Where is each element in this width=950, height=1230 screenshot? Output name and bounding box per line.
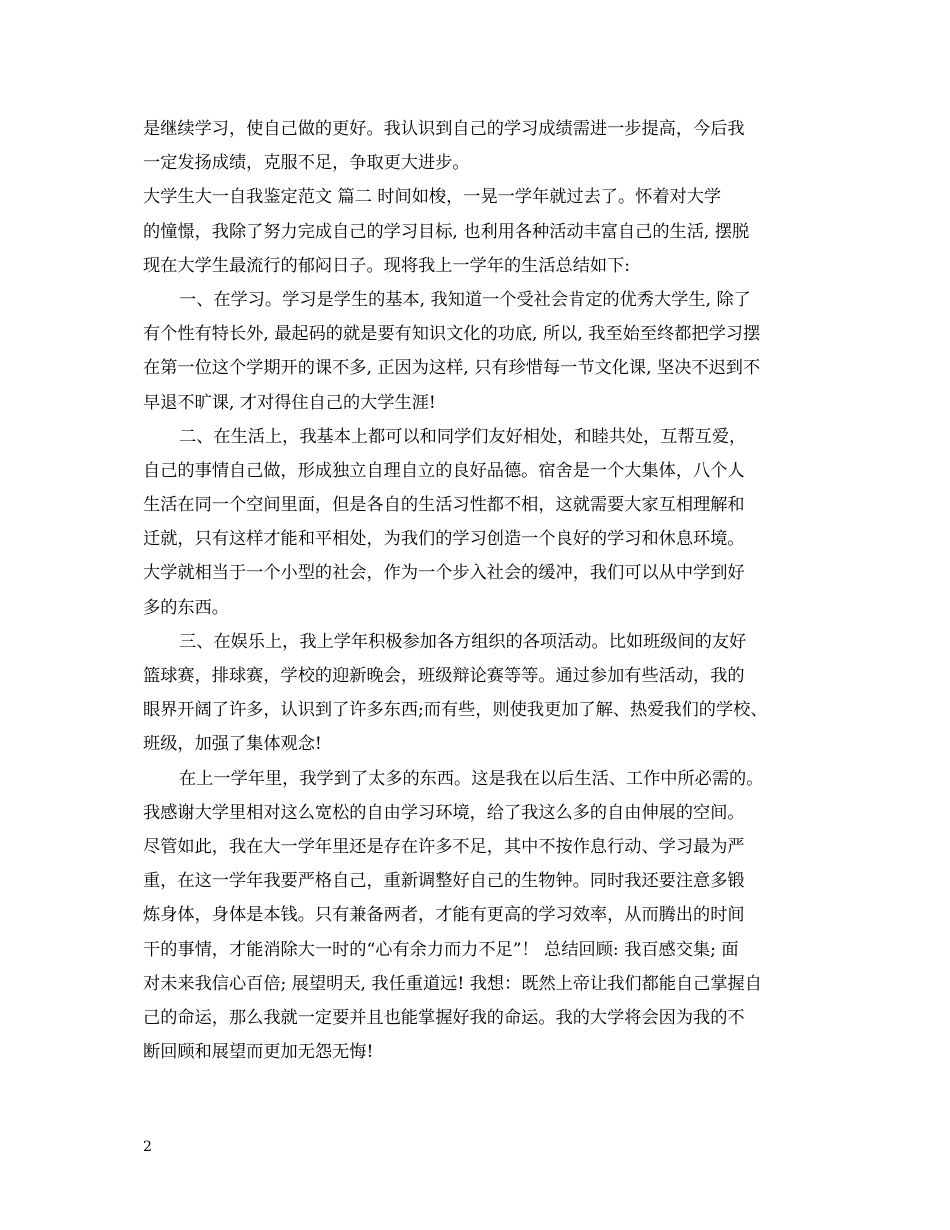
- page-number: 2: [143, 1139, 152, 1155]
- text-line: 在上一学年里，我学到了太多的东西。这是我在以后生活、工作中所必需的。: [179, 768, 764, 789]
- text-line: 早退不旷课, 才对得住自己的大学生涯!: [143, 392, 436, 413]
- text-line: 班级，加强了集体观念!: [143, 734, 322, 755]
- text-line: 重，在这一学年我要严格自己，重新调整好自己的生物钟。同时我还要注意多锻: [143, 871, 745, 892]
- text-line: 尽管如此，我在大一学年里还是存在许多不足，其中不按作息行动、学习最为严: [143, 836, 745, 857]
- text-line: 干的事情，才能消除大一时的“心有余力而力不足”！ 总结回顾: 我百感交集; 面: [143, 939, 739, 960]
- body-text: [143, 112, 811, 1069]
- text-line: 大学生大一自我鉴定范文 篇二 时间如梭，一晃一学年就过去了。怀着对大学: [143, 187, 722, 208]
- text-line: 迁就，只有这样才能和平相处，为我们的学习创造一个良好的学习和休息环境。: [143, 529, 745, 550]
- text-line: 篮球赛，排球赛，学校的迎新晚会，班级辩论赛等等。通过参加有些活动，我的: [143, 666, 745, 686]
- text-line: 大学就相当于一个小型的社会，作为一个步入社会的缓冲，我们可以从中学到好: [143, 563, 745, 584]
- text-line: 多的东西。: [143, 597, 229, 618]
- text-line: 在第一位这个学期开的课不多, 正因为这样, 只有珍惜每一节文化课, 坚决不迟到不: [143, 358, 761, 379]
- text-line: 我感谢大学里相对这么宽松的自由学习环境，给了我这么多的自由伸展的空间。: [143, 802, 745, 823]
- text-line: 的憧憬，我除了努力完成自己的学习目标, 也利用各种活动丰富自己的生活, 摆脱: [143, 221, 750, 242]
- text-line: 炼身体，身体是本钱。只有兼备两者，才能有更高的学习效率，从而腾出的时间: [143, 905, 745, 926]
- text-line: 有个性有特长外, 最起码的就是要有知识文化的功底, 所以, 我至始至终都把学习摆: [143, 324, 761, 345]
- text-line: 眼界开阔了许多，认识到了许多东西;而有些，则使我更加了解、热爱我们的学校、: [143, 700, 768, 721]
- text-line: 是继续学习，使自己做的更好。我认识到自己的学习成绩需进一步提高，今后我: [143, 119, 745, 139]
- text-line: 自己的事情自己做，形成独立自理自立的良好品德。宿舍是一个大集体，八个人: [143, 460, 745, 481]
- text-line: 对未来我信心百倍; 展望明天, 我任重道远! 我想：既然上帝让我们都能自己掌握自: [143, 973, 762, 994]
- text-line: 二、在生活上，我基本上都可以和同学们友好相处，和睦共处，互帮互爱，: [179, 426, 747, 447]
- text-line: 生活在同一个空间里面，但是各自的生活习性都不相，这就需要大家互相理解和: [143, 495, 745, 516]
- text-line: 断回顾和展望而更加无怨无悔!: [143, 1042, 374, 1063]
- text-line: 三、在娱乐上，我上学年积极参加各方组织的各项活动。比如班级间的友好: [179, 631, 747, 652]
- text-line: 己的命运，那么我就一定要并且也能掌握好我的命运。我的大学将会因为我的不: [143, 1007, 745, 1028]
- text-line: 现在大学生最流行的郁闷日子。现将我上一学年的生活总结如下:: [143, 255, 631, 276]
- text-line: 一、在学习。学习是学生的基本, 我知道一个受社会肯定的优秀大学生, 除了: [179, 289, 751, 310]
- text-line: 一定发扬成绩，克服不足，争取更大进步。: [143, 153, 470, 174]
